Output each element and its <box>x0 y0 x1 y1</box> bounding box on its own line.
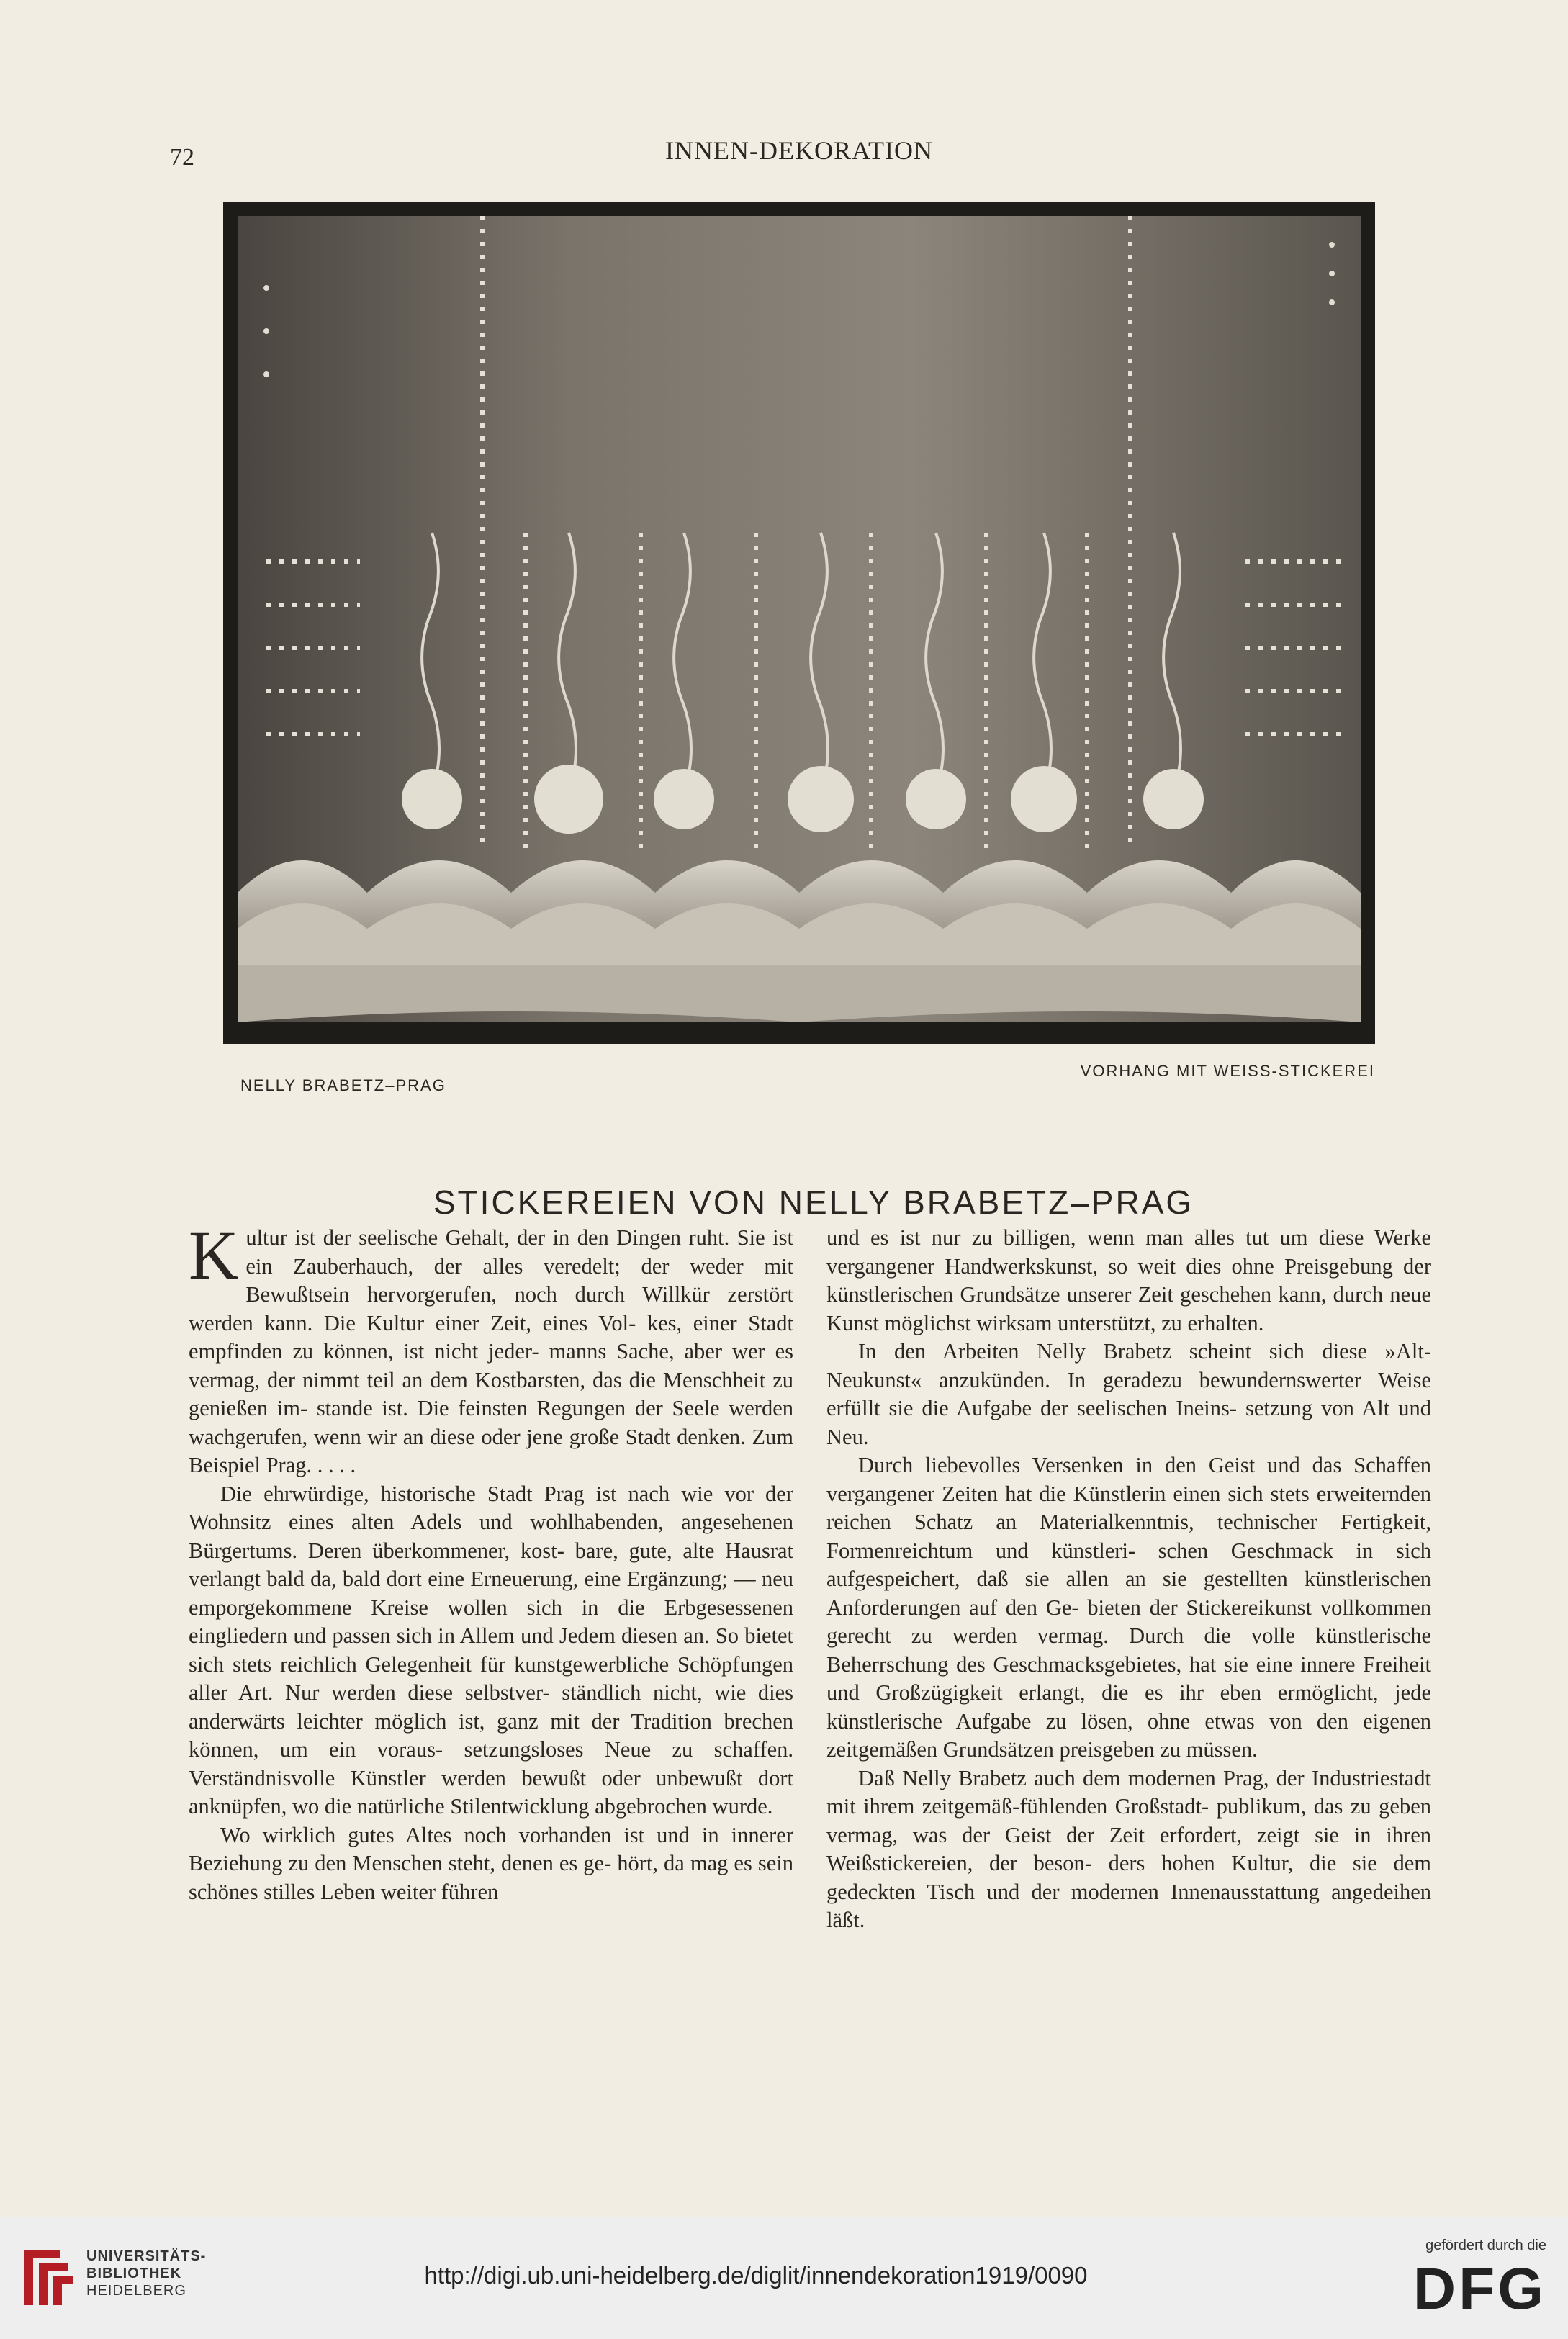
paragraph: Daß Nelly Brabetz auch dem modernen Prag, der Industriestadt mit ihrem zeitgemäß-fühlenden Großstadt- publikum, das zu geben vermag, was der Geist der Zeit erfordert, zeigt sie in ihren Weißstickereien, der beson- ders hohen Kultur, die sie dem gedeckten Tisch und der modernen Innenausstattung angedeihen läßt. <box>826 1765 1431 1932</box>
figure-caption-title: VORHANG MIT WEISS-STICKEREI <box>1080 1062 1375 1080</box>
figure-caption-artist: NELLY BRABETZ–PRAG <box>240 1076 446 1094</box>
paragraph: und es ist nur zu billigen, wenn man alles tut um diese Werke vergangener Handwerkskunst, so weit dies ohne Preisgebung der künstlerischen Grundsätze unserer Zeit geschehen kann, durch neue Kunst möglichst wirksam unterstützt, zu erhalten. <box>826 1225 1431 1335</box>
library-name: UNIVERSITÄTS- BIBLIOTHEK HEIDELBERG <box>86 2248 207 2299</box>
article-column-right <box>826 1224 1431 1935</box>
paragraph: In den Arbeiten Nelly Brabetz scheint sich diese »Alt- Neukunst« anzukünden. In geradezu bewundernswerter Weise erfüllt sie die Aufgabe der seelischen Ineins- setzung von Alt und Neu. <box>826 1339 1431 1449</box>
paragraph <box>189 1217 793 1480</box>
paragraph: Wo wirklich gutes Altes noch vorhanden ist und in innerer Beziehung zu den Menschen steht, denen es ge- hört, da mag es sein schönes stilles Leben weiter führen <box>189 1822 793 1904</box>
running-title: INNEN-DEKORATION <box>665 136 933 165</box>
dropcap: K <box>189 1217 239 1294</box>
permalink-url[interactable]: http://digi.ub.uni-heidelberg.de/diglit/innendekoration1919/0090 <box>424 2262 1088 2289</box>
digitization-footer <box>0 2217 1568 2339</box>
page-number: 72 <box>170 144 194 171</box>
article-title: STICKEREIEN VON NELLY BRABETZ–PRAG <box>433 1183 1194 1221</box>
dfg-logo: DFG <box>1412 2256 1546 2322</box>
university-library-logo-icon <box>17 2243 75 2312</box>
paragraph: Durch liebevolles Versenken in den Geist und das Schaffen vergangener Zeiten hat die Künstlerin einen sich stets erweiternden reichen Schatz an Materialkenntnis, technischer Fertigkeit, Formenreichtum und künstleri- schen Geschmack in sich aufgespeichert, daß sie allen an sie gestellten künstlerischen Anforderungen auf den Ge- bieten der Stickereikunst vollkommen gerecht zu werden vermag. Durch die volle künstlerische Beherrschung des Geschmacksgebietes, hat sie eine innere Freiheit und Großzügigkeit erlangt, die es ihr eben ermöglicht, jede künstlerische Aufgabe zu lösen, ohne etwas von den eigenen zeitgemäßen Grundsätzen preisgeben zu müssen. <box>826 1453 1431 1762</box>
curtain-illustration <box>223 202 1375 1044</box>
funding-note: gefördert durch die <box>1425 2237 1546 2253</box>
paragraph: Die ehrwürdige, historische Stadt Prag ist nach wie vor der Wohnsitz eines alten Adels und wohlhabenden, angesehenen Bürgertums. Deren überkommener, kost- bare, gute, alte Hausrat verlangt bald da, bald dort eine Erneuerung, eine Ergänzung; — neu emporgekommene Kreise wollen sich in die Erbgesessenen eingliedern und passen sich in Allem und Jedem diesen an. So bietet sich stets reichlich Gelegenheit für kunstgewerbliche Schöpfungen aller Art. Nur werden diese selbstver- ständlich nicht, wie dies anderwärts leichter möglich ist, ganz mit der Tradition brechen können, um ein voraus- setzungsloses Neue zu schaffen. Verständnisvolle Künstler werden bewußt oder unbewußt dort anknüpfen, wo die natürliche Stilentwicklung abgebrochen wurde. <box>189 1481 793 1819</box>
article-column-left <box>189 1217 793 1906</box>
paragraph-text: ultur ist der seelische Gehalt, der in den Dingen ruht. Sie ist ein Zauberhauch, der alles veredelt; der weder mit Bewußtsein hervorgerufen, noch durch Willkür zerstört werden kann. Die Kultur einer Zeit, eines Vol- kes, einer Stadt empfinden zu können, ist nicht jeder- manns Sache, aber wer es vermag, der nimmt teil an dem Kostbarsten, das die Menschheit zu genießen im- stande ist. Die feinsten Regungen der Seele werden wachgerufen, wenn wir an diese oder jene große Stadt denken. Zum Beispiel Prag. . . . . <box>189 1225 793 1477</box>
embroidered-curtain-photo <box>223 202 1375 1044</box>
